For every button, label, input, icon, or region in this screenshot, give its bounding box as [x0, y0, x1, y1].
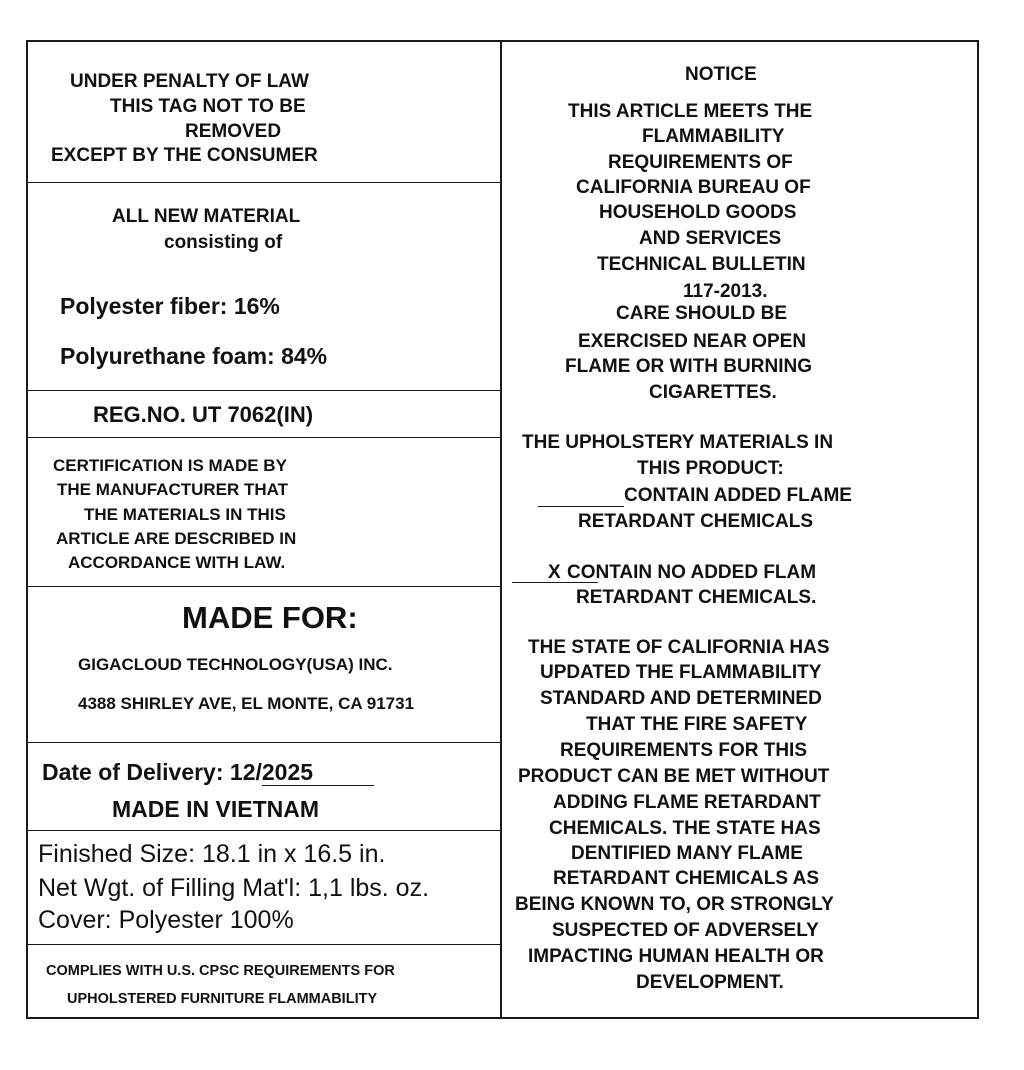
- blank-checkbox-line: [538, 506, 624, 507]
- compliance-line-2: UPHOLSTERED FURNITURE FLAMMABILITY: [67, 991, 378, 1007]
- state-line-8: CHEMICALS. THE STATE HAS: [549, 818, 821, 839]
- certification-line-2: THE MANUFACTURER THAT: [57, 480, 289, 499]
- certification-line-5: ACCORDANCE WITH LAW.: [68, 553, 286, 572]
- notice-line-8: 117-2013.: [683, 281, 768, 302]
- divider: [28, 390, 500, 391]
- company-name: GIGACLOUD TECHNOLOGY(USA) INC.: [78, 655, 393, 674]
- state-line-5: REQUIREMENTS FOR THIS: [560, 740, 808, 761]
- net-weight: Net Wgt. of Filling Mat'l: 1,1 lbs. oz.: [38, 874, 430, 902]
- option-none-line-2: RETARDANT CHEMICALS.: [576, 587, 817, 608]
- notice-line-2: FLAMMABILITY: [642, 126, 785, 147]
- divider: [28, 742, 500, 743]
- state-line-14: DEVELOPMENT.: [636, 972, 784, 993]
- reg-number: REG.NO. UT 7062(IN): [93, 402, 314, 427]
- polyurethane-foam: Polyurethane foam: 84%: [60, 343, 328, 369]
- upholstery-line-1: THE UPHOLSTERY MATERIALS IN: [522, 432, 834, 453]
- notice-line-6: AND SERVICES: [639, 228, 782, 249]
- notice-line-10: EXERCISED NEAR OPEN: [578, 331, 807, 352]
- notice-line-5: HOUSEHOLD GOODS: [599, 202, 797, 223]
- made-for-title: MADE FOR:: [182, 600, 358, 635]
- penalty-line-1: UNDER PENALTY OF LAW: [70, 71, 309, 92]
- state-line-7: ADDING FLAME RETARDANT: [553, 792, 821, 813]
- state-line-1: THE STATE OF CALIFORNIA HAS: [528, 637, 830, 658]
- notice-line-12: CIGARETTES.: [649, 382, 777, 403]
- delivery-year: 2025: [262, 761, 374, 786]
- state-line-6: PRODUCT CAN BE MET WITHOUT: [518, 766, 830, 787]
- country-of-origin: MADE IN VIETNAM: [112, 796, 319, 822]
- material-subheading: consisting of: [164, 232, 283, 253]
- state-line-4: THAT THE FIRE SAFETY: [586, 714, 808, 735]
- penalty-line-3: REMOVED: [185, 121, 282, 142]
- notice-line-4: CALIFORNIA BUREAU OF: [576, 177, 811, 198]
- option-added-line-2: RETARDANT CHEMICALS: [578, 511, 814, 532]
- delivery-label: Date of Delivery: 12/: [42, 759, 262, 785]
- state-line-13: IMPACTING HUMAN HEALTH OR: [528, 946, 824, 967]
- finished-size: Finished Size: 18.1 in x 16.5 in.: [38, 840, 386, 868]
- notice-line-3: REQUIREMENTS OF: [608, 152, 793, 173]
- notice-line-1: THIS ARTICLE MEETS THE: [568, 101, 813, 122]
- divider: [28, 944, 500, 945]
- column-divider: [500, 42, 502, 1017]
- material-heading: ALL NEW MATERIAL: [112, 206, 301, 227]
- notice-line-9: CARE SHOULD BE: [616, 303, 788, 324]
- state-line-9: DENTIFIED MANY FLAME: [571, 843, 803, 864]
- state-line-12: SUSPECTED OF ADVERSELY: [552, 920, 819, 941]
- divider: [28, 830, 500, 831]
- delivery-date: [42, 761, 374, 786]
- option-none-mark: X: [548, 562, 561, 583]
- certification-line-1: CERTIFICATION IS MADE BY: [53, 456, 287, 475]
- notice-line-11: FLAME OR WITH BURNING: [565, 356, 812, 377]
- option-none-line-1: CONTAIN NO ADDED FLAM: [567, 562, 817, 583]
- upholstery-line-2: THIS PRODUCT:: [637, 458, 784, 479]
- polyester-fiber: Polyester fiber: 16%: [60, 293, 280, 319]
- divider: [28, 182, 500, 183]
- state-line-3: STANDARD AND DETERMINED: [540, 688, 822, 709]
- law-label: [26, 40, 979, 1019]
- state-line-2: UPDATED THE FLAMMABILITY: [540, 662, 822, 683]
- divider: [28, 586, 500, 587]
- penalty-line-2: THIS TAG NOT TO BE: [110, 96, 306, 117]
- cover-material: Cover: Polyester 100%: [38, 906, 294, 934]
- penalty-line-4: EXCEPT BY THE CONSUMER: [51, 145, 318, 166]
- company-address: 4388 SHIRLEY AVE, EL MONTE, CA 91731: [78, 694, 415, 713]
- certification-line-4: ARTICLE ARE DESCRIBED IN: [56, 529, 297, 548]
- state-line-11: BEING KNOWN TO, OR STRONGLY: [515, 894, 834, 915]
- divider: [28, 437, 500, 438]
- certification-line-3: THE MATERIALS IN THIS: [84, 505, 286, 524]
- notice-title: NOTICE: [685, 64, 757, 85]
- option-added-line-1: CONTAIN ADDED FLAME: [624, 485, 852, 506]
- notice-line-7: TECHNICAL BULLETIN: [597, 254, 806, 275]
- compliance-line-1: COMPLIES WITH U.S. CPSC REQUIREMENTS FOR: [46, 963, 395, 979]
- state-line-10: RETARDANT CHEMICALS AS: [553, 868, 819, 889]
